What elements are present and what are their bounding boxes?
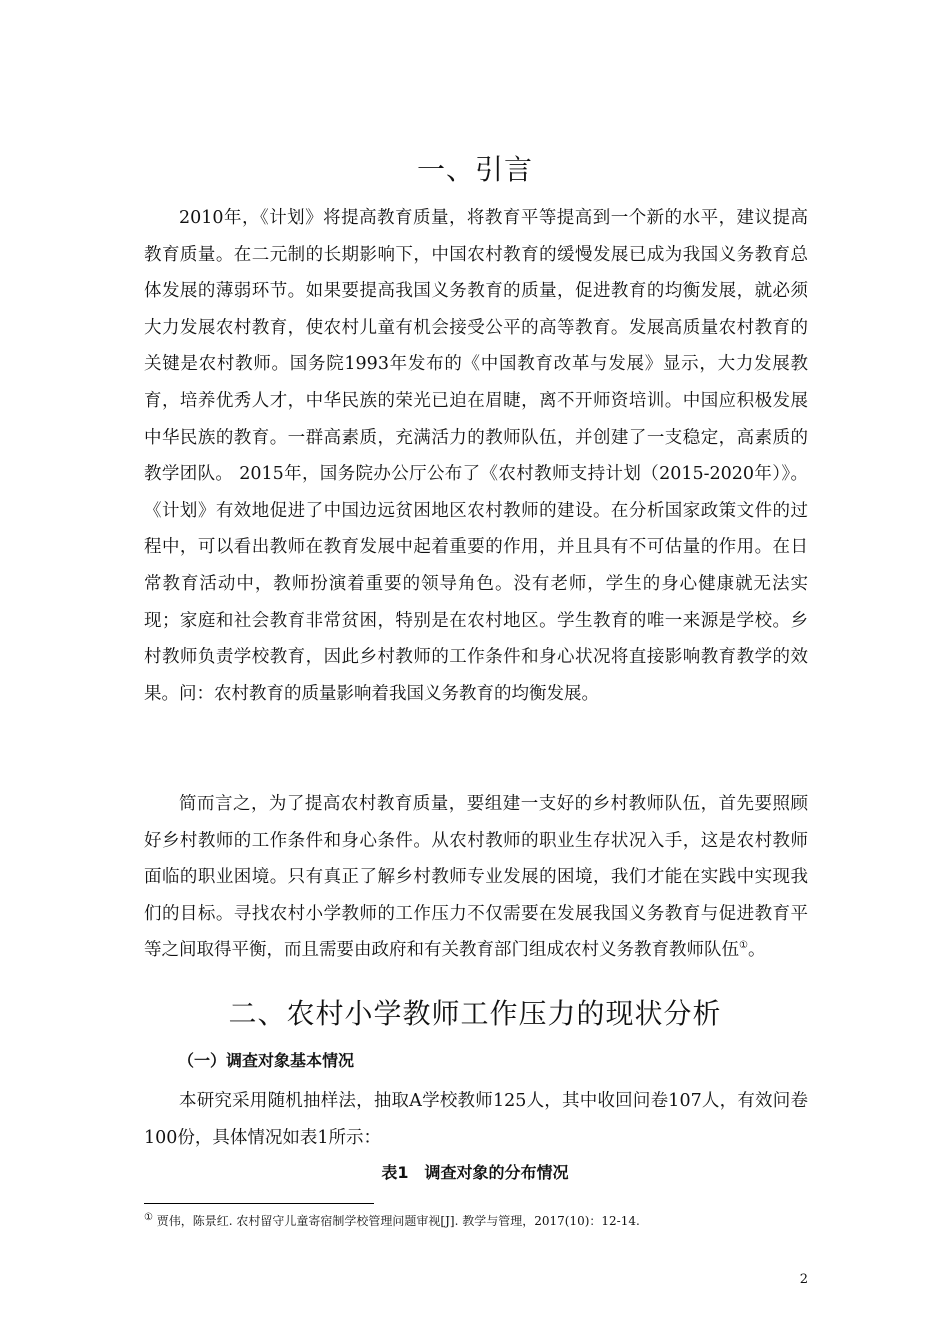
section-heading-2: 二、农村小学教师工作压力的现状分析 bbox=[228, 997, 722, 1030]
footnote bbox=[144, 1212, 808, 1230]
table-caption: 表1 调查对象的分布情况 bbox=[381, 1163, 569, 1182]
subsection-heading: （一）调查对象基本情况 bbox=[178, 1051, 355, 1070]
intro-paragraph-2-text: 简而言之，为了提高农村教育质量，要组建一支好的乡村教师队伍，首先要照顾好乡村教师的工作条件和身心条件。从农村教师的职业生存状况入手，这是农村教师面临的职业困境。只有真正了解乡村教师专业发展的困境，我们才能在实践中实现我们的目标。寻找农村小学教师的工作压力不仅需要在发展我国义务教育与促进教育平等之间取得平衡，而且需要由政府和有关教育部门组成农村义务教育教师队伍 bbox=[144, 794, 808, 961]
footnote-divider bbox=[144, 1203, 374, 1204]
footnote-reference-mark[interactable]: ① bbox=[739, 940, 748, 952]
intro-paragraph-1: 2010年，《计划》将提高教育质量，将教育平等提高到一个新的水平，建议提高教育质量。在二元制的长期影响下，中国农村教育的缓慢发展已成为我国义务教育总体发展的薄弱环节。如果要提高我国义务教育的质量，促进教育的均衡发展，就必须大力发展农村教育，使农村儿童有机会接受公平的高等教育。发展高质量农村教育的关键是农村教师。国务院1993年发布的《中国教育改革与发展》显示，大力发展教育，培养优秀人才，中华民族的荣光已迫在眉睫，离不开师资培训。中国应积极发展中华民族的教育。一群高素质，充满活力的教师队伍，并创建了一支稳定，高素质的教学团队。 2015年，国务院办公厅公布了《农村教师支持计划（2015-2020年）》。《计划》有效地促进了中国边远贫困地区农村教师的建设。在分析国家政策文件的过程中，可以看出教师在教育发展中起着重要的作用，并且具有不可估量的作用。在日常教育活动中，教师扮演着重要的领导角色。没有老师，学生的身心健康就无法实现；家庭和社会教育非常贫困，特别是在农村地区。学生教育的唯一来源是学校。乡村教师负责学校教育，因此乡村教师的工作条件和身心状况将直接影响教育教学的效果。问：农村教育的质量影响着我国义务教育的均衡发展。 bbox=[144, 208, 808, 704]
section-heading-intro: 一、引言 bbox=[416, 153, 533, 186]
intro-paragraph-2-end: 。 bbox=[747, 940, 766, 961]
footnote-text: 贾伟，陈景红. 农村留守儿童寄宿制学校管理问题审视[J]. 教学与管理，2017(10)：12-14. bbox=[156, 1214, 640, 1228]
survey-paragraph: 本研究采用随机抽样法，抽取A学校教师125人，其中收回问卷107人，有效问卷100份，具体情况如表1所示： bbox=[144, 1091, 808, 1148]
page-number: 2 bbox=[799, 1272, 808, 1287]
footnote-mark: ① bbox=[144, 1212, 153, 1223]
intro-paragraph-2 bbox=[144, 786, 808, 969]
